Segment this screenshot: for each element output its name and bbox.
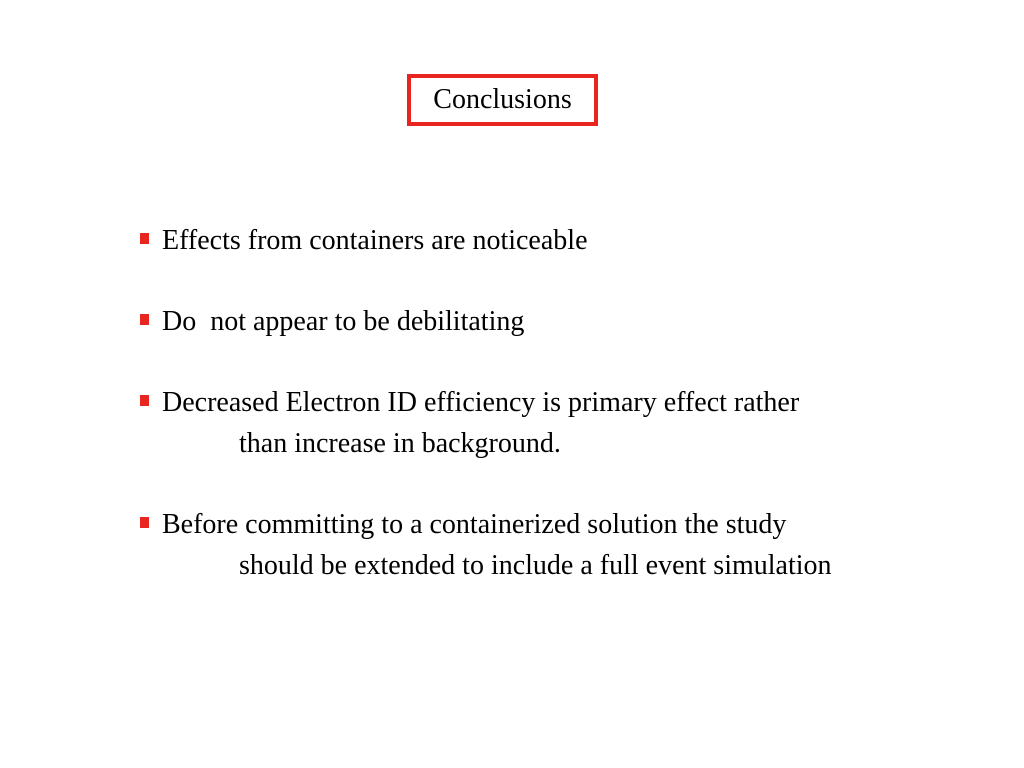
square-bullet-icon — [140, 233, 149, 244]
bullet-item-4 — [138, 504, 998, 586]
bullet-text-continuation: should be extended to include a full event simulation — [239, 550, 832, 581]
square-bullet-icon — [140, 517, 149, 528]
bullet-text-line: Do not appear to be debilitating — [162, 306, 525, 337]
square-bullet-icon — [140, 314, 149, 325]
bullet-text-line: Before committing to a containerized solution the study — [162, 509, 787, 540]
bullet-item-1 — [138, 220, 998, 261]
title-box — [407, 74, 598, 126]
bullet-text-line: Decreased Electron ID efficiency is primary effect rather — [162, 387, 800, 418]
bullet-item-2 — [138, 301, 998, 342]
bullet-list — [138, 220, 998, 586]
bullet-text-continuation: than increase in background. — [239, 428, 561, 459]
bullet-item-3 — [138, 382, 998, 464]
bullet-text-line: Effects from containers are noticeable — [162, 225, 588, 256]
square-bullet-icon — [140, 395, 149, 406]
slide-title: Conclusions — [433, 84, 572, 115]
